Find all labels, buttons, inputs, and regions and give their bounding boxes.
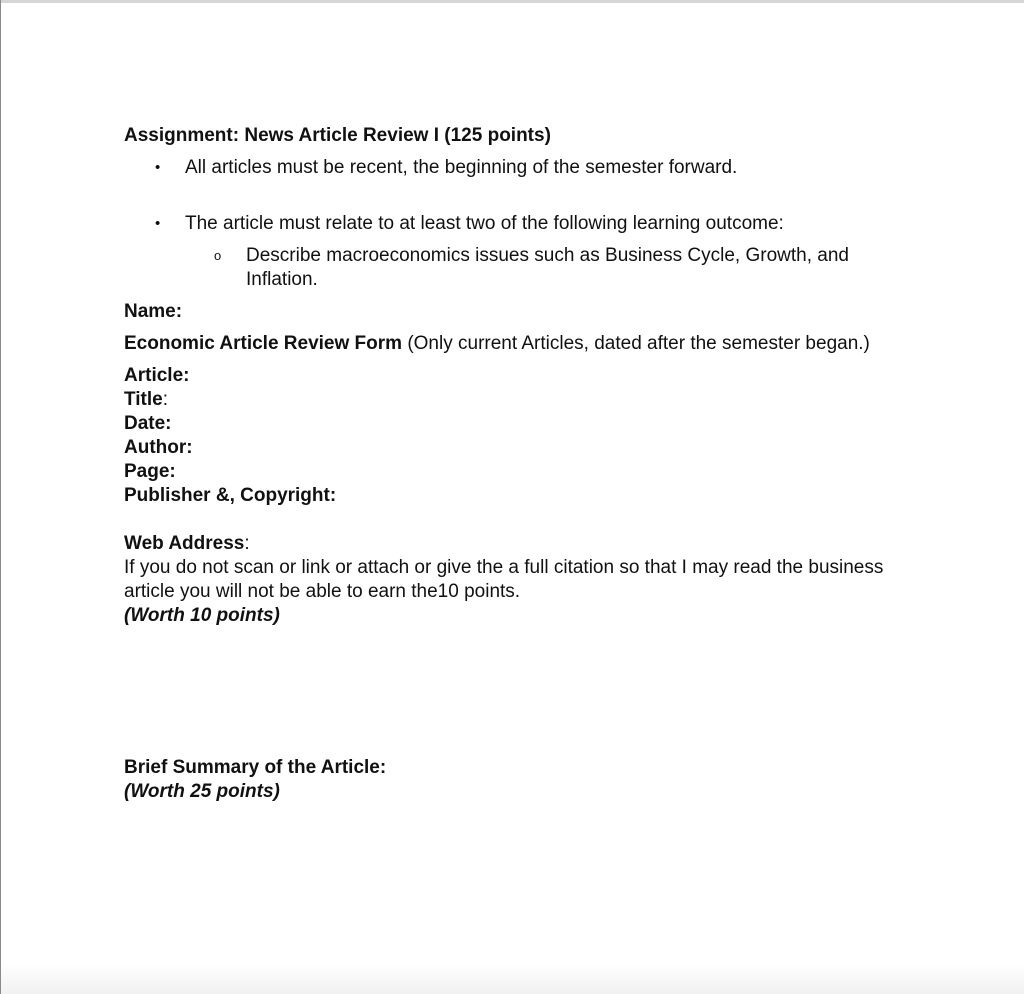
document-page xyxy=(124,124,884,804)
web-address-section xyxy=(124,532,884,628)
title-colon: : xyxy=(162,389,168,410)
hollow-circle-icon: o xyxy=(214,248,222,263)
article-fields xyxy=(124,364,884,508)
web-address-colon: : xyxy=(244,533,250,554)
title-label: Title xyxy=(124,389,163,410)
left-border xyxy=(0,0,1,994)
bullet-icon: • xyxy=(155,215,161,232)
web-address-label: Web Address xyxy=(124,533,245,554)
web-worth: (Worth 10 points) xyxy=(124,605,280,626)
sub-bullet-text: Describe macroeconomics issues such as Business Cycle, Growth, and Inflation. xyxy=(246,245,849,290)
page-label: Page: xyxy=(124,461,176,482)
bottom-shadow xyxy=(1,964,1024,994)
form-title: Economic Article Review Form xyxy=(124,333,403,354)
date-label: Date: xyxy=(124,413,172,434)
form-note: (Only current Articles, dated after the semester began.) xyxy=(402,333,870,354)
web-address-field xyxy=(124,532,884,556)
bullet-text: The article must relate to at least two of the following learning outcome: xyxy=(185,213,784,234)
bullet-text: All articles must be recent, the beginning of the semester forward. xyxy=(185,157,738,178)
sub-bullet-item xyxy=(124,244,884,292)
summary-section xyxy=(124,756,884,804)
title-field xyxy=(124,388,884,412)
assignment-title: Assignment: News Article Review I (125 points) xyxy=(124,125,551,146)
bullet-icon: • xyxy=(155,159,161,176)
bullet-item xyxy=(124,212,884,236)
top-border xyxy=(0,0,1024,3)
form-heading xyxy=(124,332,884,356)
publisher-label: Publisher &, Copyright: xyxy=(124,485,337,506)
author-label: Author: xyxy=(124,437,193,458)
article-label: Article: xyxy=(124,365,190,386)
bullet-item xyxy=(124,156,884,180)
summary-label: Brief Summary of the Article: xyxy=(124,757,387,778)
summary-worth: (Worth 25 points) xyxy=(124,781,280,802)
name-label: Name: xyxy=(124,301,183,322)
web-instructions: If you do not scan or link or attach or give the a full citation so that I may read the business article you will not be able to earn the10 points. xyxy=(124,557,884,602)
